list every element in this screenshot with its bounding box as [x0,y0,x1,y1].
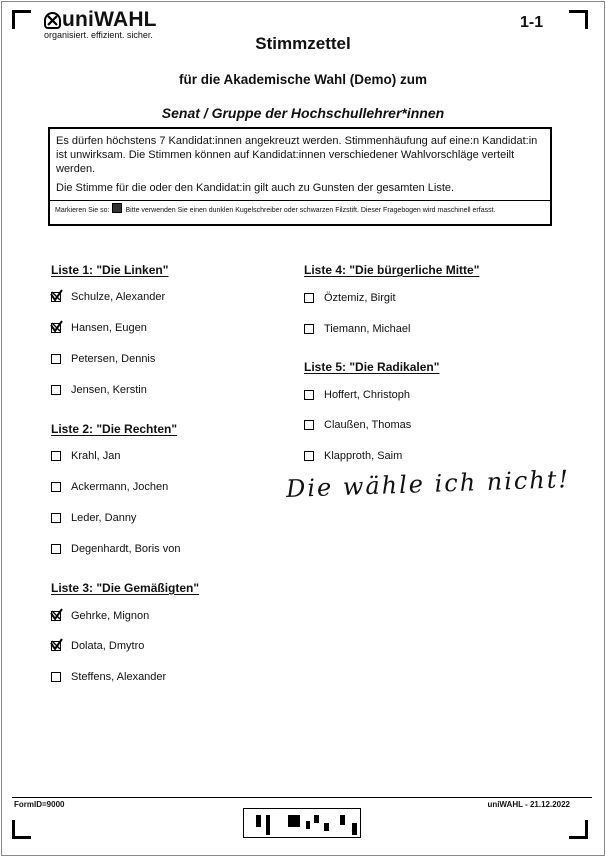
list-header-1: Liste 1: "Die Linken" [51,263,169,277]
candidate-row[interactable] [51,321,147,335]
marking-hint-prefix: Markieren Sie so: [55,207,110,214]
candidate-name: Jensen, Kerstin [71,384,147,396]
instructions-paragraph-2: Die Stimme für die oder den Kandidat:in gilt auch zu Gunsten der gesamten Liste. [56,182,455,194]
candidate-name: Klapproth, Saim [324,450,403,462]
form-code: 1-1 [520,14,544,31]
list-header-2: Liste 2: "Die Rechten" [51,422,178,436]
checked-checkbox[interactable] [51,292,61,302]
empty-checkbox[interactable] [51,354,61,364]
candidate-name: Leder, Danny [71,512,137,524]
candidate-row[interactable] [304,449,402,463]
candidate-name: Krahl, Jan [71,450,121,462]
page-subtitle: für die Akademische Wahl (Demo) zum [178,72,428,87]
election-group: Senat / Gruppe der Hochschullehrer*innen [161,105,445,121]
empty-checkbox[interactable] [51,482,61,492]
checked-checkbox[interactable] [51,611,61,621]
list-header-5: Liste 5: "Die Radikalen" [304,360,440,374]
candidate-row[interactable] [51,670,166,684]
candidate-row[interactable] [51,383,147,397]
candidate-row[interactable] [51,639,144,653]
logo-tagline: organisiert. effizient. sicher. [44,30,153,40]
logo-text: uniWAHL [62,8,157,31]
checked-checkbox[interactable] [51,641,61,651]
candidate-name: Öztemiz, Birgit [324,292,396,304]
candidate-name: Petersen, Dennis [71,353,156,365]
barcode [243,808,361,838]
footer-divider [12,797,592,798]
instructions-divider [50,200,550,201]
empty-checkbox[interactable] [304,390,314,400]
empty-checkbox[interactable] [304,420,314,430]
list-header-4: Liste 4: "Die bürgerliche Mitte" [304,263,480,277]
empty-checkbox[interactable] [304,293,314,303]
candidate-name: Hoffert, Christoph [324,389,411,401]
page-title: Stimmzettel [255,34,351,53]
empty-checkbox[interactable] [51,544,61,554]
candidate-row[interactable] [51,449,121,463]
candidate-row[interactable] [51,290,165,304]
corner-mark-top-right [569,10,588,29]
marked-box-example-icon [112,203,122,213]
candidate-row[interactable] [51,352,155,366]
footer-version: uniWAHL - 21.12.2022 [487,800,570,809]
list-header-3: Liste 3: "Die Gemäßigten" [51,581,200,595]
candidate-name: Tiemann, Michael [324,323,411,335]
marking-hint [55,203,546,215]
checked-checkbox[interactable] [51,323,61,333]
candidate-row[interactable] [304,418,411,432]
candidate-row[interactable] [51,480,168,494]
empty-checkbox[interactable] [51,672,61,682]
candidate-name: Dolata, Dmytro [71,640,145,652]
empty-checkbox[interactable] [51,451,61,461]
empty-checkbox[interactable] [304,324,314,334]
instructions-paragraph-1: Es dürfen höchstens 7 Kandidat:innen angekreuzt werden. Stimmenhäufung auf eine:n Kandidat:in ist unwirksam. Die Stimmen können auf Kandidat:innen verschiedener Wahlvorschläge verteilt werden. [56,135,538,175]
candidate-row[interactable] [51,542,180,556]
candidate-name: Schulze, Alexander [71,291,166,303]
empty-checkbox[interactable] [51,385,61,395]
candidate-row[interactable] [304,291,396,305]
empty-checkbox[interactable] [51,513,61,523]
candidate-name: Degenhardt, Boris von [71,543,181,555]
form-id: FormID=9000 [14,800,65,809]
corner-mark-bottom-left [12,820,31,839]
candidate-name: Gehrke, Mignon [71,610,150,622]
empty-checkbox[interactable] [304,451,314,461]
candidate-name: Steffens, Alexander [71,671,167,683]
corner-mark-top-left [12,10,31,29]
candidate-row[interactable] [51,511,136,525]
marking-hint-text: Bitte verwenden Sie einen dunklen Kugelschreiber oder schwarzen Filzstift. Dieser Fragebogen wird maschinell erfasst. [125,207,496,214]
candidate-name: Claußen, Thomas [324,419,412,431]
corner-mark-bottom-right [569,820,588,839]
candidate-name: Hansen, Eugen [71,322,147,334]
handwritten-note: Die wähle ich nicht! [285,465,571,503]
candidate-name: Ackermann, Jochen [71,481,169,493]
ballot-box-icon [44,12,61,29]
candidate-row[interactable] [304,322,410,336]
instructions-box [48,127,552,226]
candidate-row[interactable] [304,388,410,402]
candidate-row[interactable] [51,609,149,623]
